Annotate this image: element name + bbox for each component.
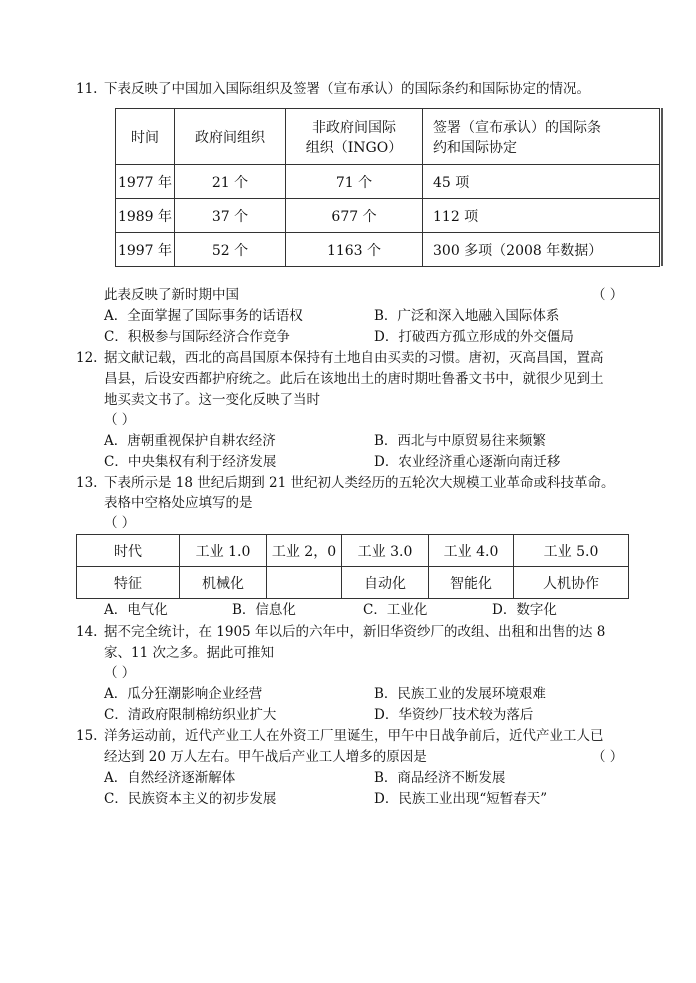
q12-line3: 地买卖文书了。这一变化反映了当时 bbox=[104, 392, 320, 408]
q14-line1: 据不完全统计，在 1905 年以后的六年中，新旧华资纱厂的改组、出租和出售的达 8 bbox=[104, 624, 606, 640]
q11-cell: 1989 年 bbox=[116, 199, 175, 233]
q14-bracket: （ ） bbox=[104, 665, 136, 681]
q13-cell: 特征 bbox=[77, 567, 180, 599]
q12-line2: 昌县，后设安西都护府统之。此后在该地出土的唐时期吐鲁番文书中，就很少见到土 bbox=[104, 371, 604, 387]
q11-cell: 677 个 bbox=[286, 199, 423, 233]
q15-bracket: （ ） bbox=[592, 749, 624, 765]
q11-header-igo: 政府间组织 bbox=[175, 109, 286, 165]
q11-option-c: C．积极参与国际经济合作竞争 bbox=[104, 329, 290, 345]
q11-cell: 1163 个 bbox=[286, 233, 423, 267]
q11-option-d: D．打破西方孤立形成的外交僵局 bbox=[374, 329, 574, 345]
q14-option-b: B．民族工业的发展环境艰难 bbox=[374, 686, 546, 702]
q11-option-b: B．广泛和深入地融入国际体系 bbox=[374, 308, 560, 324]
q11-cell: 71 个 bbox=[286, 165, 423, 199]
table-edge-bar bbox=[661, 108, 663, 266]
q12-option-b: B．西北与中原贸易往来频繁 bbox=[374, 433, 546, 449]
q15-line2: 经达到 20 万人左右。甲午战后产业工人增多的原因是 bbox=[104, 749, 427, 765]
q13-table bbox=[76, 534, 629, 599]
q13-option-c: C．工业化 bbox=[363, 602, 428, 618]
q11-cell: 300 多项（2008 年数据） bbox=[423, 233, 660, 267]
q11-cell: 1997 年 bbox=[116, 233, 175, 267]
q15-option-b: B．商品经济不断发展 bbox=[374, 770, 506, 786]
q12-bracket: （ ） bbox=[104, 412, 136, 428]
q13-cell: 人机协作 bbox=[514, 567, 629, 599]
q12-option-c: C．中央集权有利于经济发展 bbox=[104, 454, 277, 470]
q13-cell-blank bbox=[267, 567, 342, 599]
q13-cell: 时代 bbox=[77, 535, 180, 567]
q13-bracket: （ ） bbox=[104, 515, 136, 531]
q11-table bbox=[115, 108, 660, 267]
q11-cell: 21 个 bbox=[175, 165, 286, 199]
q12-option-d: D．农业经济重心逐渐向南迁移 bbox=[374, 454, 561, 470]
q13-cell: 智能化 bbox=[429, 567, 514, 599]
table-row bbox=[77, 567, 629, 599]
table-row bbox=[116, 233, 660, 267]
q15-line1: 洋务运动前，近代产业工人在外资工厂里诞生，甲午中日战争前后，近代产业工人已 bbox=[104, 728, 604, 744]
q12-option-a: A．唐朝重视保护自耕农经济 bbox=[104, 433, 276, 449]
q11-header-ingo bbox=[286, 109, 423, 165]
q12-number: 12. bbox=[76, 350, 98, 366]
q13-cell: 自动化 bbox=[342, 567, 429, 599]
q13-cell: 机械化 bbox=[180, 567, 267, 599]
q14-option-d: D．华资纱厂技术较为落后 bbox=[374, 707, 534, 723]
q14-option-c: C．清政府限制棉纺织业扩大 bbox=[104, 707, 277, 723]
table-row bbox=[116, 199, 660, 233]
q11-header-ingo-line1: 非政府间国际 bbox=[312, 119, 396, 136]
q13-cell: 工业 2，0 bbox=[267, 535, 342, 567]
q11-header-ingo-line2: 组织（INGO） bbox=[305, 139, 403, 156]
table-row bbox=[77, 535, 629, 567]
q13-cell: 工业 5.0 bbox=[514, 535, 629, 567]
q11-header-treaty-line2: 约和国际协定 bbox=[433, 139, 517, 156]
q11-stem: 下表反映了中国加入国际组织及签署（宣布承认）的国际条约和国际协定的情况。 bbox=[104, 81, 590, 97]
q11-number: 11. bbox=[76, 81, 98, 97]
q11-cell: 37 个 bbox=[175, 199, 286, 233]
q12-line1: 据文献记载，西北的高昌国原本保持有土地自由买卖的习惯。唐初，灭高昌国，置高 bbox=[104, 350, 604, 366]
q11-prompt: 此表反映了新时期中国 bbox=[104, 287, 239, 303]
q11-cell: 112 项 bbox=[423, 199, 660, 233]
q15-number: 15. bbox=[76, 728, 98, 744]
q15-option-d: D．民族工业出现“短暂春天” bbox=[374, 791, 548, 807]
q11-bracket: （ ） bbox=[592, 287, 624, 303]
table-row bbox=[116, 165, 660, 199]
q15-option-a: A．自然经济逐渐解体 bbox=[104, 770, 236, 786]
q11-cell: 1977 年 bbox=[116, 165, 175, 199]
q13-line1: 下表所示是 18 世纪后期到 21 世纪初人类经历的五轮次大规模工业革命或科技革命。 bbox=[104, 475, 615, 491]
q11-header-treaty bbox=[423, 109, 660, 165]
q13-line2: 表格中空格处应填写的是 bbox=[104, 495, 253, 511]
q14-option-a: A．瓜分狂潮影响企业经营 bbox=[104, 686, 263, 702]
q13-option-d: D．数字化 bbox=[492, 602, 557, 618]
q13-cell: 工业 1.0 bbox=[180, 535, 267, 567]
q14-number: 14. bbox=[76, 624, 98, 640]
q11-cell: 52 个 bbox=[175, 233, 286, 267]
q11-option-a: A．全面掌握了国际事务的话语权 bbox=[104, 308, 303, 324]
q11-cell: 45 项 bbox=[423, 165, 660, 199]
q13-option-a: A．电气化 bbox=[104, 602, 168, 618]
q15-option-c: C．民族资本主义的初步发展 bbox=[104, 791, 277, 807]
q13-option-b: B．信息化 bbox=[232, 602, 296, 618]
q13-number: 13. bbox=[76, 475, 98, 491]
q13-cell: 工业 3.0 bbox=[342, 535, 429, 567]
q14-line2: 家、11 次之多。据此可推知 bbox=[104, 645, 274, 661]
q11-header-treaty-line1: 签署（宣布承认）的国际条 bbox=[433, 119, 601, 136]
q11-header-time: 时间 bbox=[116, 109, 175, 165]
q13-cell: 工业 4.0 bbox=[429, 535, 514, 567]
